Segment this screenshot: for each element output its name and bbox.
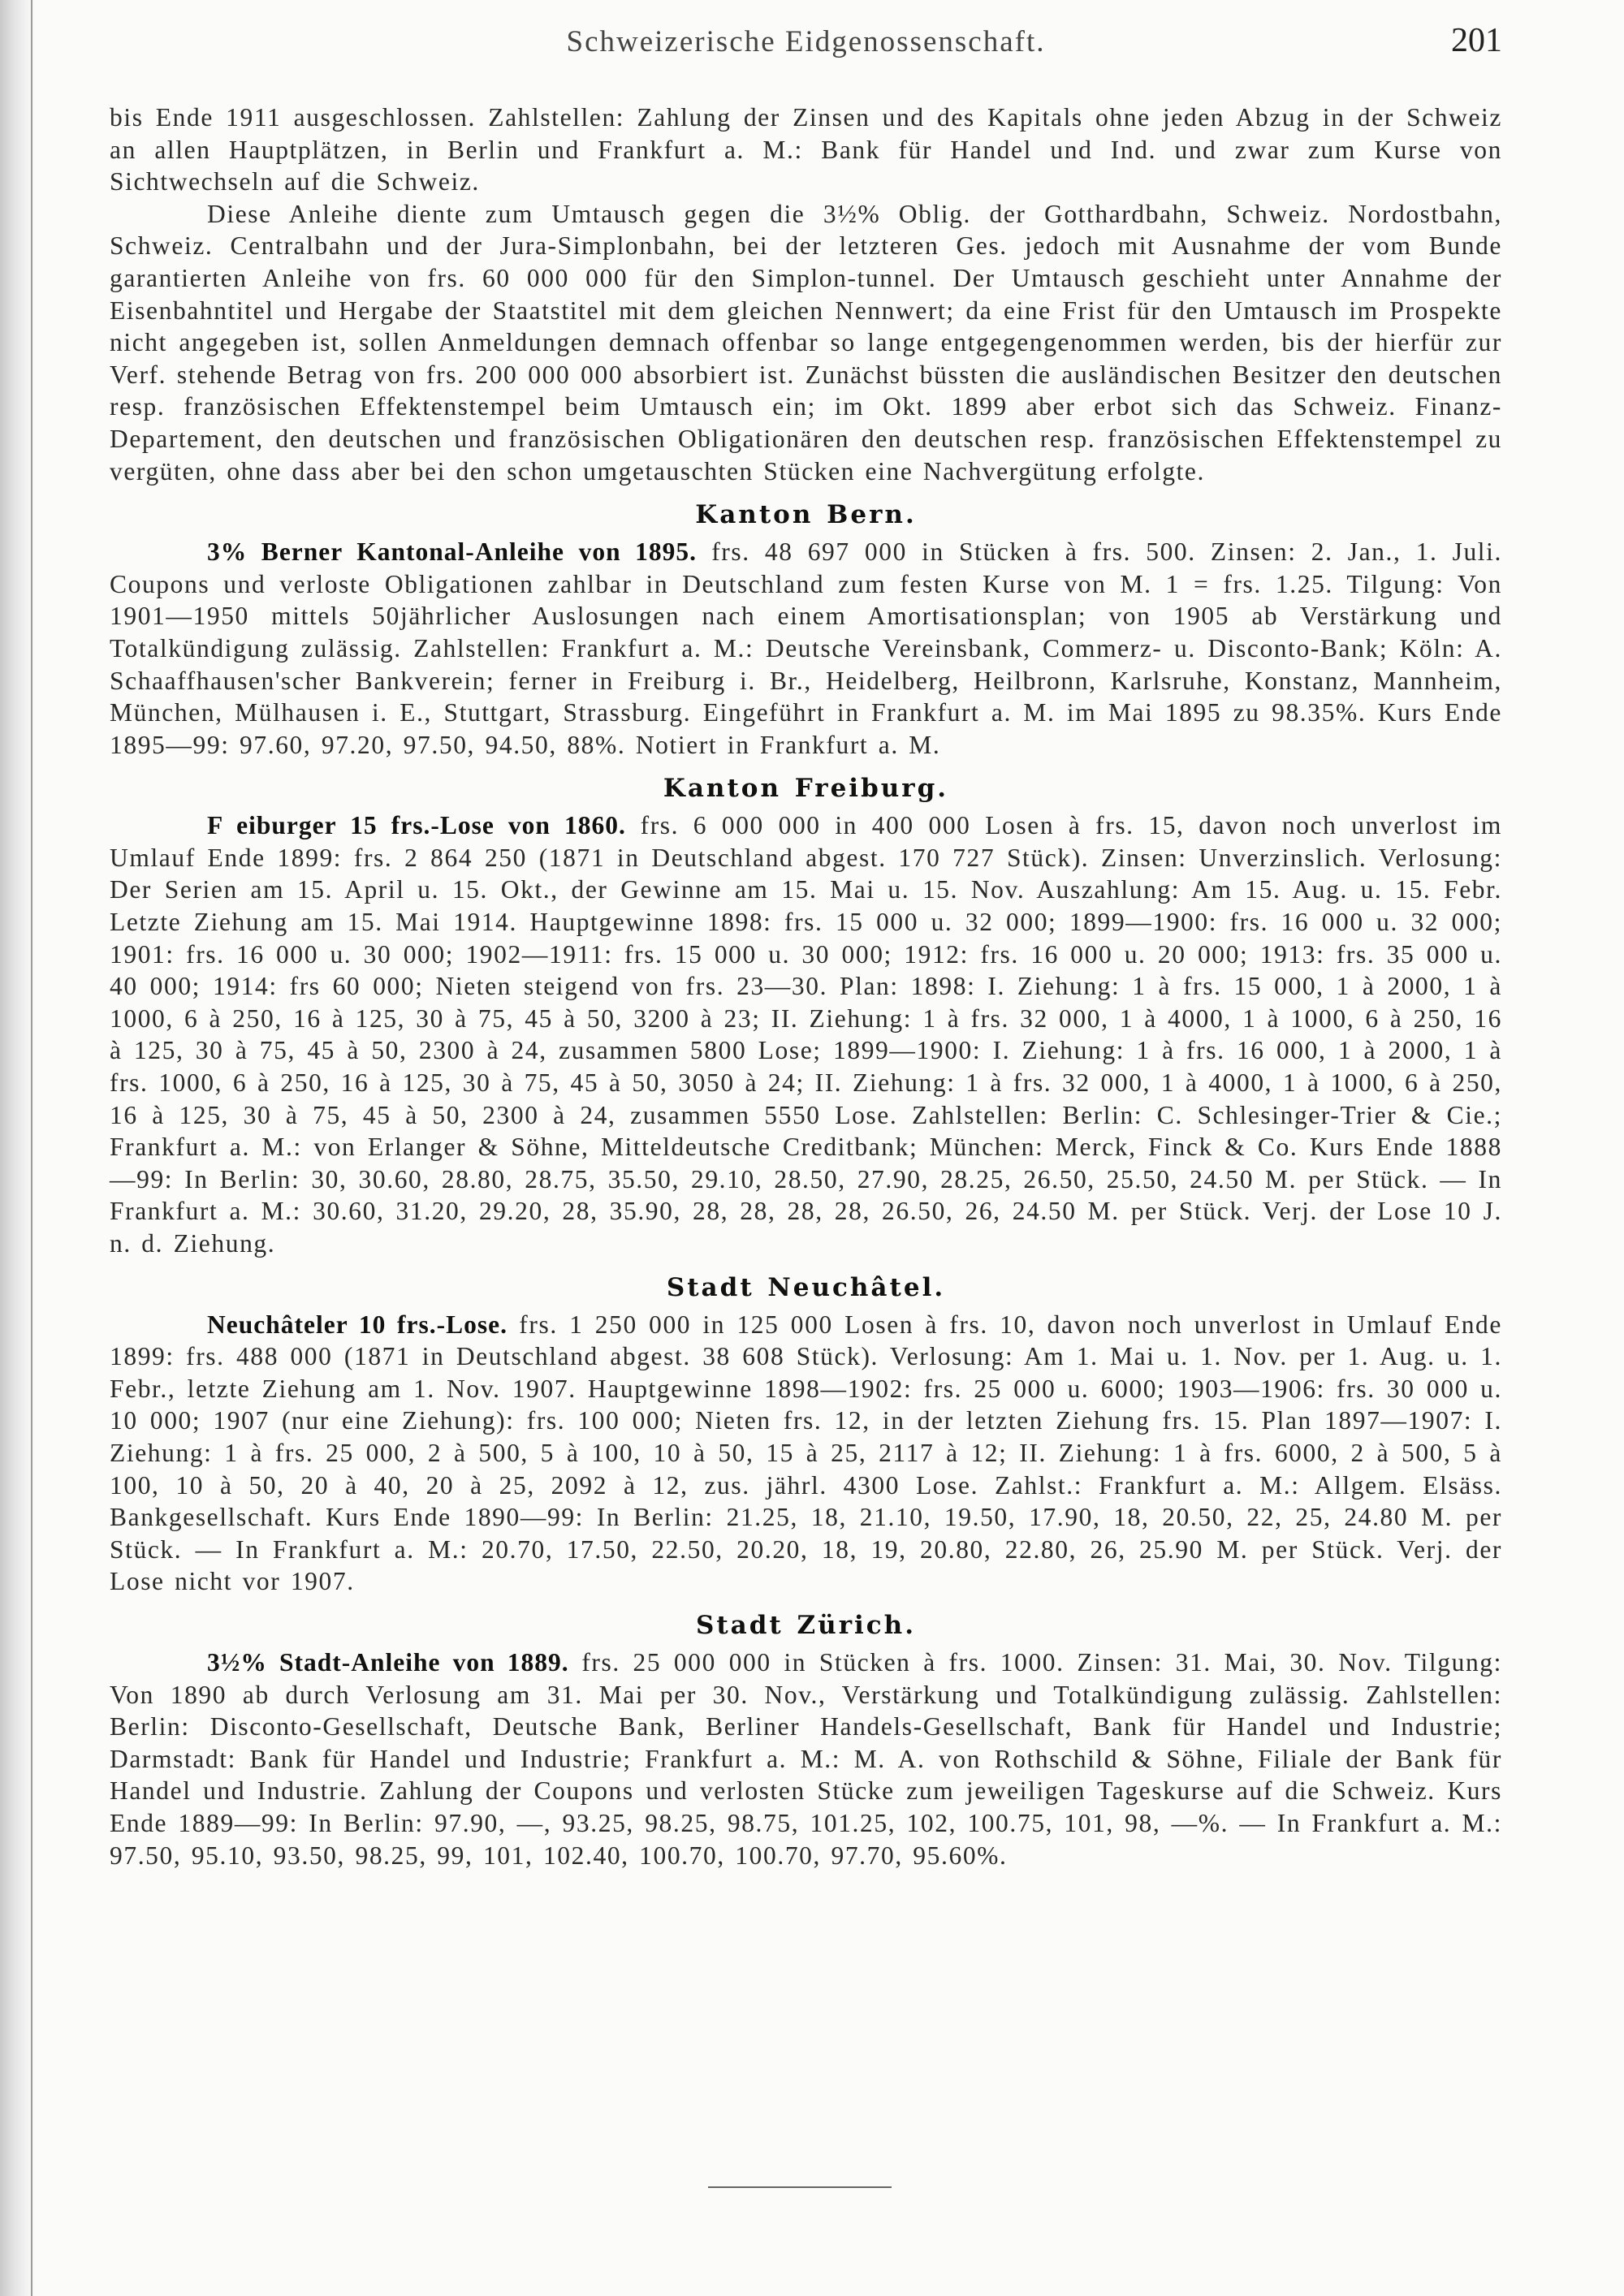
section-heading-kanton-freiburg: Kanton Freiburg. [663,774,949,804]
entry-freiburger-lose [110,809,1502,1259]
section-heading-stadt-neuchatel: Stadt Neuchâtel. [666,1272,946,1302]
entry-title: 3% Berner Kantonal-Anleihe von 1895. [207,537,698,567]
entry-berner-anleihe [110,536,1502,761]
gutter-line [31,0,32,2296]
entry-body: frs. 48 697 000 in Stücken à frs. 500. Zinsen: 2. Jan., 1. Juli. Coupons und verloste Obligationen zahlbar in Deutschland zum festen Kurse von M. 1 = frs. 1.25. Tilgung: Von 1901—1950 mittels 50jährlicher Auslosungen nach einem Amortisationsplan; von 1905 ab Verstärkung und Totalkündigung zulässig. Zahlstellen: Frankfurt a. M.: Deutsche Vereinsbank, Commerz- u. Disconto-Bank; Köln: A. Schaaffhausen'scher Bankverein; ferner in Freiburg i. Br., Heidelberg, Heilbronn, Karlsruhe, Konstanz, Mannheim, München, Mülhausen i. E., Stuttgart, Strassburg. Eingeführt in Frankfurt a. M. im Mai 1895 zu 98.35%. Kurs Ende 1895—99: 97.60, 97.20, 97.50, 94.50, 88%. Notiert in Frankfurt a. M. [110,537,1502,759]
entry-body: frs. 1 250 000 in 125 000 Losen à frs. 10, davon noch unverlost in Umlauf Ende 1899: frs. 488 000 (1871 in Deutschland abgest. 38 608 Stück). Verlosung: Am 1. Mai u. 1. Nov. per 1. Aug. u. 1. Febr., letzte Ziehung am 1. Nov. 1907. Hauptgewinne 1898—1902: frs. 25 000 u. 6000; 1903—1906: frs. 30 000 u. 10 000; 1907 (nur eine Ziehung): frs. 100 000; Nieten frs. 12, in der letzten Ziehung frs. 15. Plan 1897—1907: I. Ziehung: 1 à frs. 25 000, 2 à 500, 5 à 100, 10 à 50, 15 à 25, 2117 à 12; II. Ziehung: 1 à frs. 6000, 2 à 500, 5 à 100, 10 à 50, 20 à 40, 20 à 25, 2092 à 12, zus. jährl. 4300 Lose. Zahlst.: Frankfurt a. M.: Allgem. Elsäss. Bankgesellschaft. Kurs Ende 1890—99: In Berlin: 21.25, 18, 21.10, 19.50, 17.90, 18, 20.50, 22, 25, 24.80 M. per Stück. — In Frankfurt a. M.: 20.70, 17.50, 22.50, 20.20, 18, 19, 20.80, 22.80, 26, 25.90 M. per Stück. Verj. der Lose nicht vor 1907. [110,1310,1502,1596]
section-heading-stadt-zurich: Stadt Zürich. [695,1610,917,1640]
entry-body: frs. 6 000 000 in 400 000 Losen à frs. 15, davon noch unverlost im Umlauf Ende 1899: frs. 2 864 250 (1871 in Deutschland abgest. 170 727 Stück). Zinsen: Unverzinslich. Verlosung: Der Serien am 15. April u. 15. Okt., der Gewinne am 15. Mai u. 15. Nov. Auszahlung: Am 15. Aug. u. 15. Febr. Letzte Ziehung am 15. Mai 1914. Hauptgewinne 1898: frs. 15 000 u. 32 000; 1899—1900: frs. 16 000 u. 32 000; 1901: frs. 16 000 u. 30 000; 1902—1911: frs. 15 000 u. 30 000; 1912: frs. 16 000 u. 20 000; 1913: frs. 35 000 u. 40 000; 1914: frs 60 000; Nieten steigend von frs. 23—30. Plan: 1898: I. Ziehung: 1 à frs. 15 000, 1 à 2000, 1 à 1000, 6 à 250, 16 à 125, 30 à 75, 45 à 50, 3200 à 23; II. Ziehung: 1 à frs. 32 000, 1 à 4000, 1 à 1000, 6 à 250, 16 à 125, 30 à 75, 45 à 50, 2300 à 24, zusammen 5800 Lose; 1899—1900: I. Ziehung: 1 à frs. 16 000, 1 à 2000, 1 à frs. 1000, 6 à 250, 16 à 125, 30 à 75, 45 à 50, 3050 à 24; II. Ziehung: 1 à frs. 32 000, 1 à 4000, 1 à 1000, 6 à 250, 16 à 125, 30 à 75, 45 à 50, 2300 à 24, zusammen 5550 Lose. Zahlstellen: Berlin: C. Schlesinger-Trier & Cie.; Frankfurt a. M.: von Erlanger & Söhne, Mitteldeutsche Creditbank; München: Merck, Finck & Co. Kurs Ende 1888—99: In Berlin: 30, 30.60, 28.80, 28.75, 35.50, 29.10, 28.50, 27.90, 28.25, 26.50, 25.50, 24.50 M. per Stück. — In Frankfurt a. M.: 30.60, 31.20, 29.20, 28, 35.90, 28, 28, 28, 28, 26.50, 26, 24.50 M. per Stück. Verj. der Lose 10 J. n. d. Ziehung. [110,811,1502,1258]
entry-title: F eiburger 15 frs.-Lose von 1860. [207,811,626,840]
end-rule [708,2186,892,2188]
entry-title: 3½% Stadt-Anleihe von 1889. [207,1647,569,1677]
entry-stadt-anleihe-zurich [110,1646,1502,1871]
entry-neuchateler-lose [110,1309,1502,1598]
intro-paragraph-1: bis Ende 1911 ausgeschlossen. Zahlstellen: Zahlung der Zinsen und des Kapitals ohne jeden Abzug in der Schweiz an allen Hauptplätzen, in Berlin und Frankfurt a. M.: Bank für Handel und Ind. und zwar zum Kurse von Sichtwechseln auf die Schweiz. [110,103,1502,196]
running-title: Schweizerische Eidgenossenschaft. [566,25,1046,58]
section-heading-kanton-bern: Kanton Bern. [695,500,917,530]
entry-title: Neuchâteler 10 frs.-Lose. [207,1310,508,1339]
page-body [110,101,1502,1871]
entry-body: frs. 25 000 000 in Stücken à frs. 1000. Zinsen: 31. Mai, 30. Nov. Tilgung: Von 1890 ab durch Verlosung am 31. Mai per 30. Nov., Verstärkung und Totalkündigung zulässig. Zahlstellen: Berlin: Disconto-Gesellschaft, Deutsche Bank, Berliner Handels-Gesellschaft, Bank für Handel und Industrie; Darmstadt: Bank für Handel und Industrie; Frankfurt a. M.: M. A. von Rothschild & Söhne, Filiale der Bank für Handel und Industrie. Zahlung der Coupons und verlosten Stücke zum jeweiligen Tageskurse auf die Schweiz. Kurs Ende 1889—99: In Berlin: 97.90, —, 93.25, 98.25, 98.75, 101.25, 102, 100.75, 101, 98, —%. — In Frankfurt a. M.: 97.50, 95.10, 93.50, 98.25, 99, 101, 102.40, 100.70, 100.70, 97.70, 95.60%. [110,1647,1502,1870]
page-number: 201 [1451,22,1502,59]
intro-paragraph-2: Diese Anleihe diente zum Umtausch gegen die 3½% Oblig. der Gotthardbahn, Schweiz. Nordostbahn, Schweiz. Centralbahn und der Jura-Simplonbahn, bei der letzteren Ges. jedoch mit Ausnahme der vom Bunde garantierten Anleihe von frs. 60 000 000 für den Simplon-tunnel. Der Umtausch geschieht unter Annahme der Eisenbahntitel und Hergabe der Staatstitel mit dem gleichen Nennwert; da eine Frist für den Umtausch im Prospekte nicht angegeben ist, sollen Anmeldungen demnach offenbar so lange entgegengenommen werden, bis der hierfür zur Verf. stehende Betrag von frs. 200 000 000 absorbiert ist. Zunächst büssten die ausländischen Besitzer den deutschen resp. französischen Effektenstempel beim Umtausch ein; im Okt. 1899 aber erbot sich das Schweiz. Finanz-Departement, den deutschen und französischen Obligationären den deutschen resp. französischen Effektenstempel zu vergüten, ohne dass aber bei den schon umgetauschten Stücken eine Nachvergütung erfolgte. [110,199,1502,486]
page-header [110,24,1502,65]
